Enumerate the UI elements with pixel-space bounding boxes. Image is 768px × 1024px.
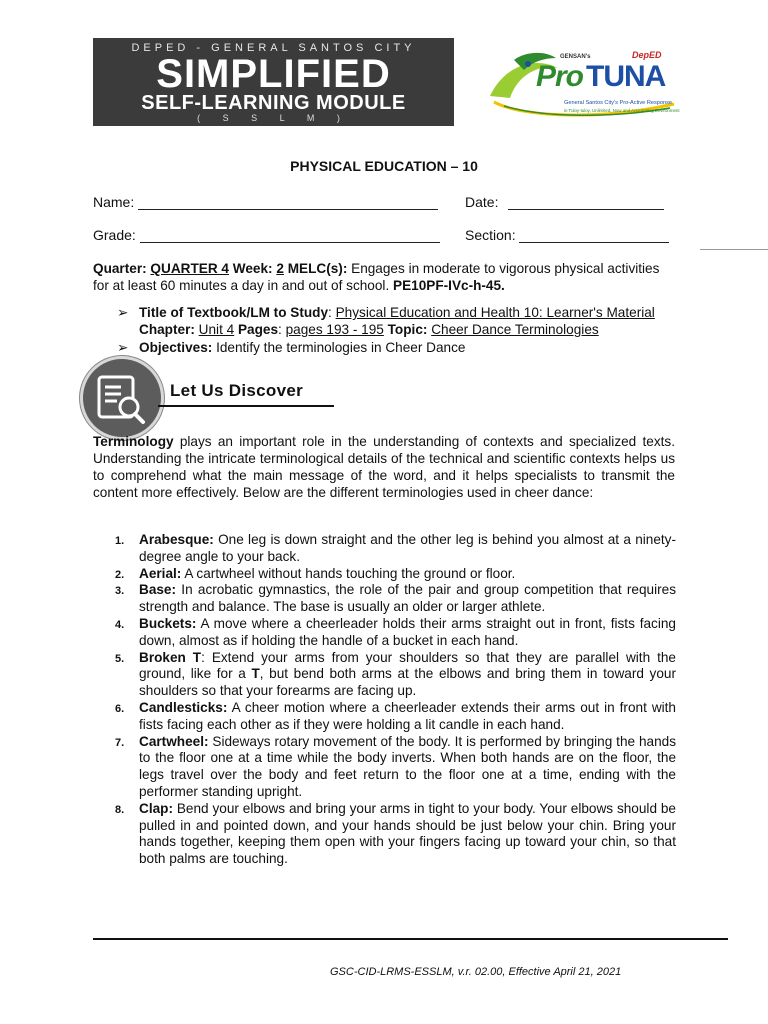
objectives-value: Identify the terminologies in Cheer Dance <box>216 340 466 355</box>
date-label: Date: <box>465 194 499 210</box>
melc-text-2: for at least 60 minutes a day in and out of school. <box>93 278 390 293</box>
textbook-value: Physical Education and Health 10: Learner's Material <box>335 305 655 320</box>
logo-tagline: General Santos City's Pro-Active Response <box>564 100 673 106</box>
objectives-label: Objectives: <box>139 340 213 355</box>
list-item: 5. Broken T: Extend your arms from your shoulders so that they are parallel with the ground, like for a T, but bend both arms at the elbows and bring them in toward your shoulders so that your forearms are facing up. <box>115 649 676 699</box>
topic-value: Cheer Dance Terminologies <box>431 322 599 337</box>
footer-version: GSC-CID-LRMS-ESSLM, v.r. 02.00, Effective April 21, 2021 <box>330 966 622 978</box>
week-label: Week: <box>232 261 273 276</box>
discover-badge <box>80 356 164 440</box>
intro-lead: Terminology <box>93 434 174 449</box>
protuna-logo <box>484 46 684 126</box>
terms-list <box>93 532 676 868</box>
logo-tagline-2: in Tuloy-tuloy, Unlimited, Now and Anticipating Environment <box>564 108 680 113</box>
objectives-item <box>117 339 465 356</box>
sslm-banner <box>93 38 454 126</box>
page-title: PHYSICAL EDUCATION – 10 <box>290 158 478 174</box>
grade-field[interactable] <box>93 227 440 243</box>
chapter-line: Chapter: Unit 4 Pages: pages 193 - 195 Topic: Cheer Dance Terminologies <box>139 322 599 337</box>
textbook-label: Title of Textbook/LM to Study <box>139 305 329 320</box>
melc-code: PE10PF-IVc-h-45. <box>393 278 505 293</box>
pages-value: pages 193 - 195 <box>285 322 384 337</box>
list-item: 7. Cartwheel: Sideways rotary movement of the body. It is performed by bringing the hands to the floor one at a time while the body inverts. When both hands are on the floor, the legs travel over the body and feet return to the floor one at a time, ending with the performer standing upright. <box>115 733 676 799</box>
banner-simplified: SIMPLIFIED <box>156 52 391 96</box>
intro-paragraph <box>93 433 675 501</box>
quarter-value: QUARTER 4 <box>150 261 229 276</box>
banner-module: SELF-LEARNING MODULE <box>141 92 406 114</box>
list-item: 6. Candlesticks: A cheer motion where a cheerleader extends their arms out in front with fists facing each other as if they were holding a lit candle in each hand. <box>115 699 676 732</box>
logo-gensan: GENSAN's <box>560 54 591 60</box>
banner-sslm: ( S S L M ) <box>197 113 350 123</box>
arrow-bullet-icon: ➢ <box>117 305 129 320</box>
name-blank[interactable] <box>138 209 438 210</box>
grade-label: Grade: <box>93 227 136 243</box>
list-item: 4. Buckets: A move where a cheerleader holds their arms straight out in front, fists facing down, almost as if holding the handle of a bucket in each hand. <box>115 615 676 648</box>
list-item: 3. Base: In acrobatic gymnastics, the role of the pair and group competition that requires strength and balance. The base is usually an older or larger athlete. <box>115 582 676 615</box>
list-item: 1. Arabesque: One leg is down straight and the other leg is behind you almost at a ninety-degree angle to your back. <box>115 532 676 564</box>
name-field[interactable] <box>93 194 438 210</box>
logo-pro: Pro <box>536 60 584 93</box>
date-blank[interactable] <box>508 209 664 210</box>
melc-label: MELC(s): <box>287 261 348 276</box>
discover-title: Let Us Discover <box>170 381 303 400</box>
list-item: 2. Aerial: A cartwheel without hands touching the ground or floor. <box>115 565 516 581</box>
list-item: 8. Clap: Bend your elbows and bring your arms in tight to your body. Your elbows should be pulled in and pointed down, and your hands should be just below your chin. Bring your hands together, keeping them open with your fingers facing up toward your chin, so that both palms are touching. <box>115 800 676 867</box>
chapter-label: Chapter: <box>139 322 195 337</box>
textbook-item: ➢ Title of Textbook/LM to Study: Physical Education and Health 10: Learner's Material <box>117 305 655 320</box>
arrow-bullet-icon: ➢ <box>117 340 129 355</box>
name-label: Name: <box>93 194 135 210</box>
book-magnifier-icon <box>83 359 161 437</box>
melc-block <box>93 260 683 294</box>
grade-blank[interactable] <box>140 242 440 243</box>
week-value: 2 <box>276 261 284 276</box>
section-label: Section: <box>465 227 516 243</box>
topic-label: Topic: <box>387 322 428 337</box>
section-blank[interactable] <box>519 242 669 243</box>
margin-divider <box>700 249 768 250</box>
chapter-value: Unit 4 <box>198 322 235 337</box>
date-field[interactable] <box>465 194 664 210</box>
banner-deped-line: DEPED - GENERAL SANTOS CITY <box>131 42 416 54</box>
logo-tuna: TUNA <box>586 60 666 93</box>
melc-text-1: Engages in moderate to vigorous physical activities <box>351 261 660 276</box>
pages-label: Pages <box>237 322 279 337</box>
logo-deped: DepED <box>632 50 662 60</box>
discover-underline <box>158 405 334 407</box>
section-field[interactable] <box>465 227 669 243</box>
footer-divider <box>93 938 728 940</box>
quarter-label: Quarter: <box>93 261 147 276</box>
intro-text: plays an important role in the understanding of contexts and specialized texts. Understanding the intricate terminological details of the technical and scientific contexts helps us to comprehend what the main message of the word, and it helps specialists to transmit the content more effectively. Below are the different terminologies used in cheer dance: <box>93 434 675 500</box>
